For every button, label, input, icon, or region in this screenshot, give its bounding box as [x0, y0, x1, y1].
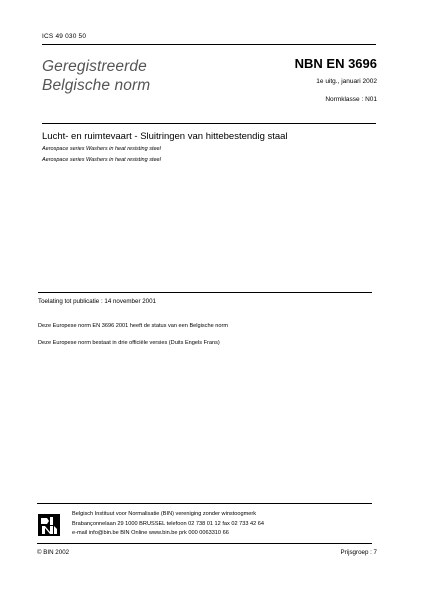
ics-code: ICS 49 030 50 — [42, 33, 87, 40]
price-group: Prijsgroep : 7 — [340, 549, 377, 556]
norm-class: Normklasse : N01 — [325, 96, 377, 103]
bottom-divider — [37, 543, 372, 544]
alt-title-2: Aerospace series Washers in heat resisting steel — [42, 157, 161, 163]
brand-line-1: Geregistreerde — [42, 58, 147, 75]
status-statement: Deze Europese norm EN 3696 2001 heeft de status van een Belgische norm — [38, 323, 228, 329]
copyright: © BIN 2002 — [37, 549, 70, 556]
top-divider — [42, 44, 376, 45]
alt-title-1: Aerospace series Washers in heat resisting steel — [42, 146, 161, 152]
institute-contact: e-mail info@bin.be BIN Online www.bin.be prk 000 0063310 66 — [72, 530, 229, 536]
norm-number: NBN EN 3696 — [294, 56, 377, 71]
bin-logo-icon — [37, 513, 61, 537]
body-divider — [38, 292, 372, 293]
brand-line-2: Belgische norm — [42, 77, 151, 94]
approval-date: Toelating tot publicatie : 14 november 2001 — [38, 298, 156, 305]
edition-date: 1e uitg., januari 2002 — [316, 78, 377, 85]
main-title: Lucht- en ruimtevaart - Sluitringen van hittebestendig staal — [42, 131, 288, 142]
title-divider — [42, 123, 376, 124]
footer-divider — [37, 503, 372, 504]
institute-name: Belgisch Instituut voor Normalisatie (BIN) vereniging zonder winstoogmerk — [72, 511, 257, 517]
institute-address: Brabançonnelaan 29 1000 BRUSSEL telefoon 02 738 01 12 fax 02 733 42 64 — [72, 521, 264, 527]
versions-statement: Deze Europese norm bestaat in drie officiële versies (Duits Engels Frans) — [38, 340, 220, 346]
